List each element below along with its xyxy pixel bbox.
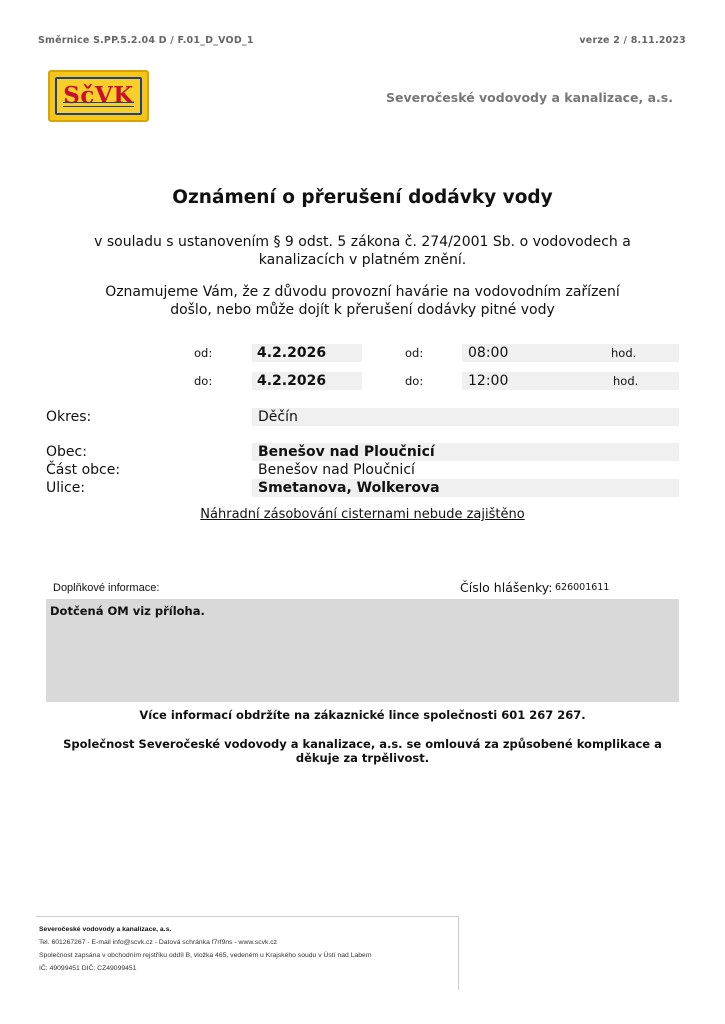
footer-registry: Společnost zapsána v obchodním rejstříku oddíl B, vložka 465, vedeném u Krajského soudu v Ústí nad Labem	[39, 952, 372, 959]
to-time: 12:00	[468, 373, 509, 389]
footer	[36, 916, 459, 990]
legal-reference-line-2: kanalizacích v platném znění.	[258, 252, 467, 268]
company-logo	[48, 70, 149, 122]
municipality-label: Obec:	[46, 444, 87, 460]
from-time: 08:00	[468, 345, 509, 361]
hotline-note: Více informací obdržíte na zákaznické lince společnosti 601 267 267.	[139, 708, 586, 722]
version-label: verze 2 / 8.11.2023	[579, 35, 686, 46]
additional-info-text: Dotčená OM viz příloha.	[50, 604, 205, 618]
to-time-label: do:	[405, 374, 424, 388]
from-time-label: od:	[405, 346, 424, 360]
legal-reference-line-1: v souladu s ustanovením § 9 odst. 5 zákona č. 274/2001 Sb. o vodovodech a	[94, 234, 631, 250]
part-label: Část obce:	[46, 462, 121, 478]
replacement-supply-note: Náhradní zásobování cisternami nebude zajištěno	[200, 507, 525, 522]
notice-line-2: došlo, nebo může dojít k přerušení dodávky pitné vody	[170, 302, 555, 318]
report-number: 626001611	[555, 582, 610, 593]
additional-info-box	[46, 599, 679, 702]
to-time-unit: hod.	[613, 374, 639, 388]
additional-info-label: Doplňkové informace:	[53, 582, 160, 594]
street-label: Ulice:	[46, 480, 86, 496]
report-number-label: Číslo hlášenky:	[460, 580, 553, 595]
footer-company: Severočeské vodovody a kanalizace, a.s.	[39, 926, 172, 933]
notice-line-1: Oznamujeme Vám, že z důvodu provozní havárie na vodovodním zařízení	[105, 284, 620, 300]
page-title: Oznámení o přerušení dodávky vody	[172, 187, 553, 208]
district-label: Okres:	[46, 409, 92, 425]
district-value: Děčín	[258, 409, 298, 425]
to-date: 4.2.2026	[257, 373, 327, 389]
to-date-label: do:	[194, 374, 213, 388]
apology-line-2: děkuje za trpělivost.	[295, 751, 430, 765]
footer-ids: IČ: 49099451 DIČ: CZ49099451	[39, 965, 137, 972]
street-value: Smetanova, Wolkerova	[258, 480, 440, 496]
from-date: 4.2.2026	[257, 345, 327, 361]
directive-code: Směrnice S.PP.5.2.04 D / F.01_D_VOD_1	[38, 35, 254, 46]
logo-text: SčVK	[63, 82, 134, 109]
company-name-header: Severočeské vodovody a kanalizace, a.s.	[386, 90, 673, 105]
part-value: Benešov nad Ploučnicí	[258, 462, 415, 478]
municipality-value: Benešov nad Ploučnicí	[258, 444, 435, 460]
footer-contact: Tel. 601267267 - E-mail info@scvk.cz - Datová schránka f7rf9ns - www.scvk.cz	[39, 939, 278, 946]
from-time-unit: hod.	[611, 346, 637, 360]
apology-line-1: Společnost Severočeské vodovody a kanalizace, a.s. se omlouvá za způsobené komplikace a	[63, 737, 662, 751]
from-date-label: od:	[194, 346, 213, 360]
